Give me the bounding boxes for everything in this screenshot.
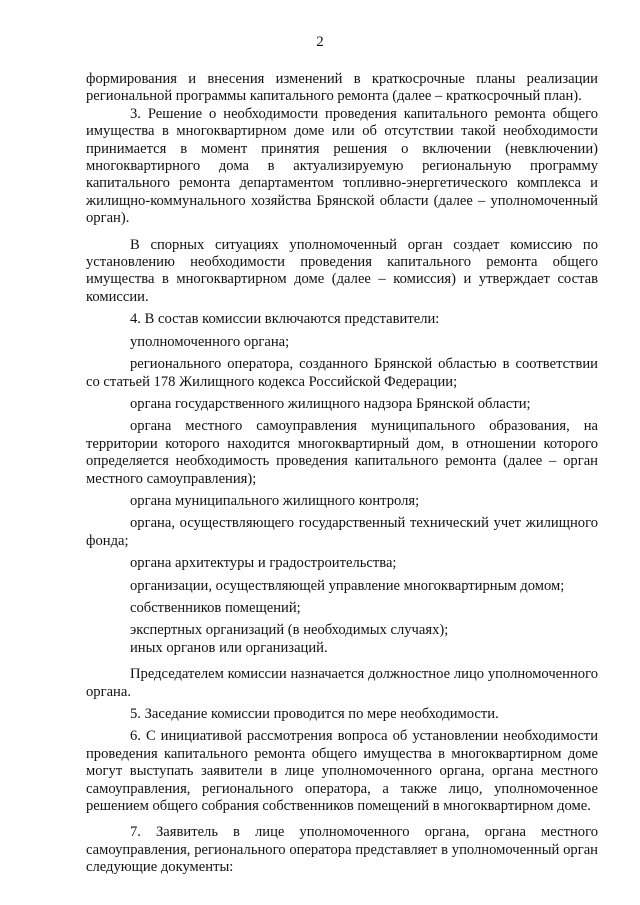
list-item-municipal-control: органа муниципального жилищного контроля; — [130, 492, 420, 509]
paragraph-item-7: 7. Заявитель в лице уполномоченного органа, органа местного самоуправления, регионального оператора представляет в уполномоченный орган следующие документы: — [86, 824, 598, 876]
list-item-local-government: органа местного самоуправления муниципального образования, на территории которого находится многоквартирный дом, в отношении которого определяется необходимость проведения капитального ремонта (далее – орган местного самоуправления); — [86, 418, 598, 487]
list-item-regional-operator: регионального оператора, созданного Брянской областью в соответствии со статьей 178 Жилищного кодекса Российской Федерации; — [86, 356, 598, 390]
paragraph-continuation: формирования и внесения изменений в краткосрочные планы реализации региональной программы капитального ремонта (далее – краткосрочный план). — [86, 71, 598, 105]
paragraph-item-6: 6. С инициативой рассмотрения вопроса об установлении необходимости проведения капитального ремонта общего имущества в многоквартирном доме могут выступать заявители в лице уполномоченного органа, органа местного самоуправления, регионального оператора, а также лицо, уполномоченное решением общего собрания собственников помещений в многоквартирном доме. — [86, 728, 598, 815]
list-item-technical-accounting: органа, осуществляющего государственный технический учет жилищного фонда; — [86, 515, 598, 549]
list-item-other: иных органов или организаций. — [130, 639, 328, 656]
paragraph-disputes: В спорных ситуациях уполномоченный орган создает комиссию по установлению необходимости проведения капитального ремонта общего имущества в многоквартирном доме (далее – комиссия) и утверждает состав комиссии. — [86, 236, 598, 305]
paragraph-chairman: Председателем комиссии назначается должностное лицо уполномоченного органа. — [86, 666, 598, 700]
paragraph-item-3: 3. Решение о необходимости проведения капитального ремонта общего имущества в многоквартирном доме или об отсутствии такой необходимости принимается в момент принятия решения о включении (невключении) многоквартирного дома в актуализируемую региональную программу капитального ремонта департаментом топливно-энергетического комплекса и жилищно-коммунального хозяйства Брянской области (далее – уполномоченный орган). — [86, 105, 598, 227]
list-item-authorized-body: уполномоченного органа; — [130, 333, 290, 350]
list-item-experts: экспертных организаций (в необходимых случаях); — [130, 622, 449, 639]
page-number: 2 — [316, 34, 324, 50]
document-body — [86, 71, 598, 877]
list-item-management-company: организации, осуществляющей управление многоквартирным домом; — [130, 577, 565, 594]
paragraph-item-4: 4. В состав комиссии включаются представители: — [130, 311, 440, 328]
list-item-architecture: органа архитектуры и градостроительства; — [130, 555, 397, 572]
list-item-housing-supervision: органа государственного жилищного надзора Брянской области; — [130, 395, 531, 412]
paragraph-item-5: 5. Заседание комиссии проводится по мере необходимости. — [130, 706, 499, 722]
list-item-owners: собственников помещений; — [130, 599, 301, 616]
